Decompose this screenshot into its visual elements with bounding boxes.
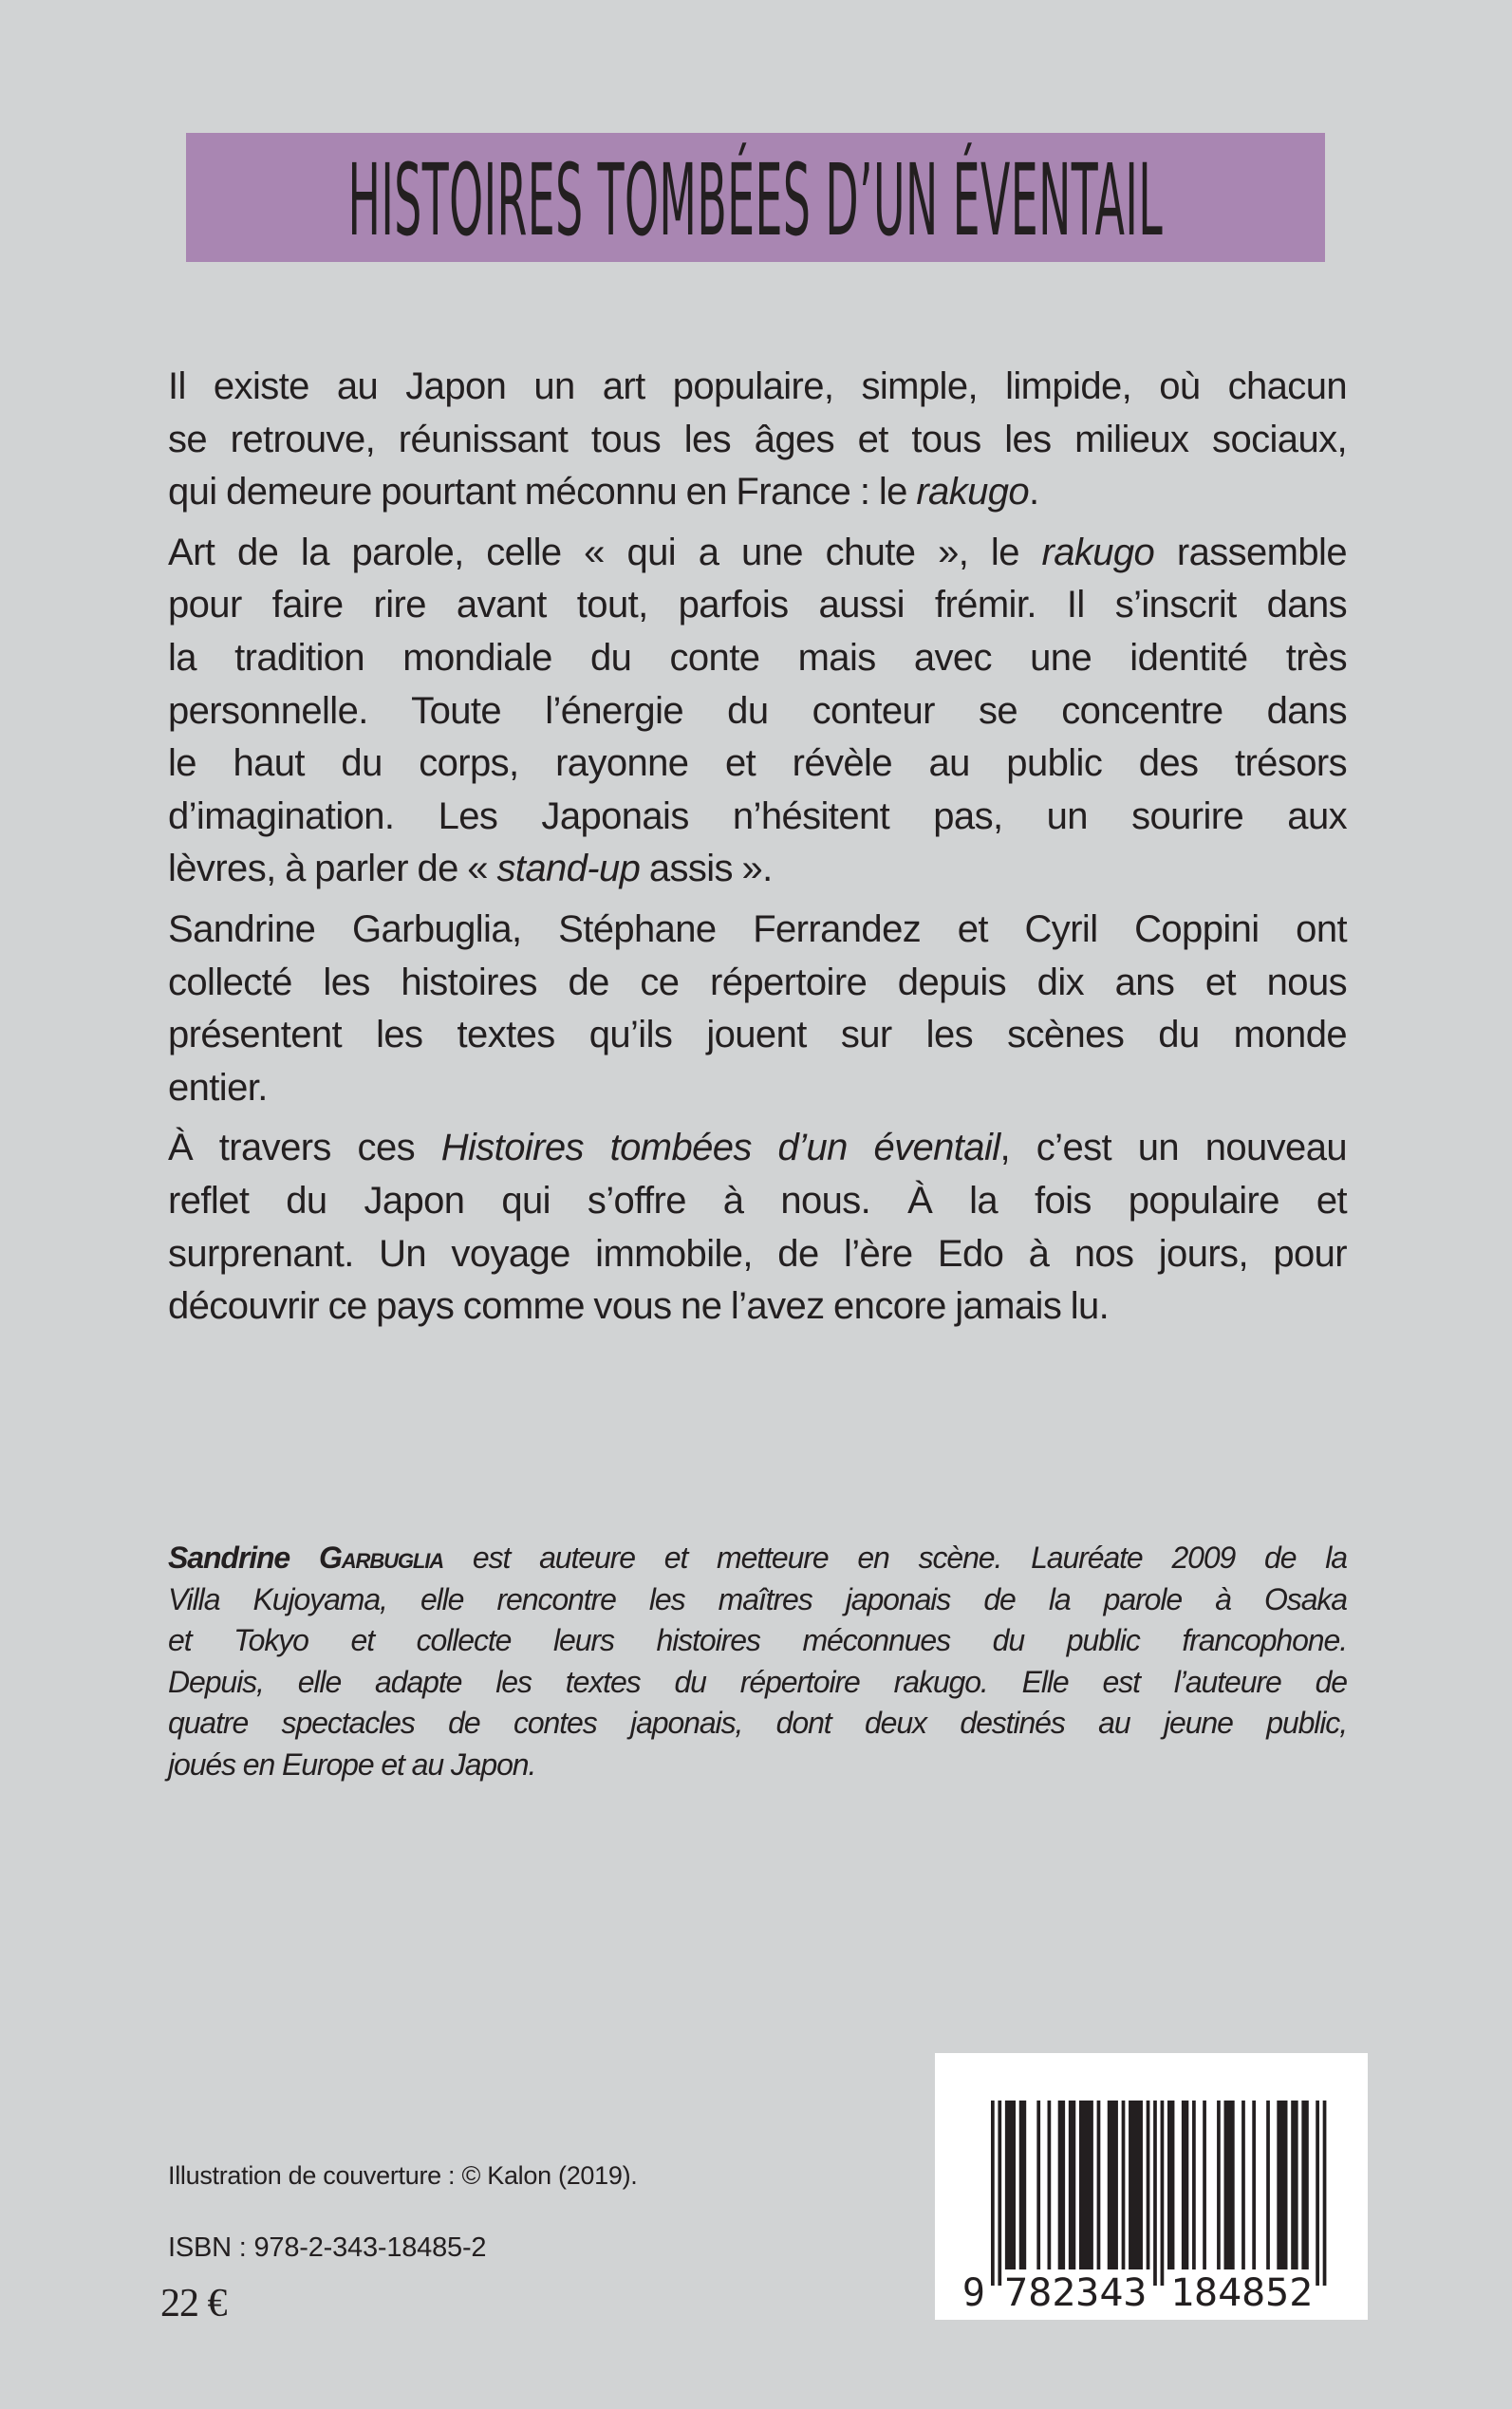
text-segment: se retrouve, réunissant tous les âges et tous les milieux sociaux, — [168, 418, 1347, 460]
italic-text: rakugo — [916, 471, 1030, 514]
text-segment: présentent les textes qu’ils jouent sur les scènes du monde — [168, 1014, 1347, 1056]
text-segment: pour faire rire avant tout, parfois aussi frémir. Il s’inscrit dans — [168, 584, 1347, 626]
barcode-guard-bar — [1316, 2101, 1319, 2286]
blurb-paragraph — [168, 904, 1347, 1114]
italic-text: stand-up — [496, 848, 641, 890]
blurb-line — [168, 685, 1347, 738]
author-bio-line: et Tokyo et collecte leurs histoires méconnues du public francophone. — [168, 1623, 1347, 1658]
barcode-bar — [1241, 2101, 1245, 2269]
blurb-line — [168, 957, 1347, 1010]
text-segment: Sandrine Garbuglia, Stéphane Ferrandez et Cyril Coppini ont — [168, 907, 1347, 950]
barcode-bar — [1167, 2101, 1174, 2269]
barcode-bar — [1058, 2101, 1065, 2269]
blurb-line — [168, 632, 1347, 685]
barcode-bar — [1203, 2101, 1206, 2269]
barcode-bar — [1108, 2101, 1118, 2269]
blurb-line — [168, 738, 1347, 791]
barcode-guard-bar — [1153, 2101, 1157, 2286]
barcode-guard-bar — [991, 2101, 995, 2286]
author-bio-line: Depuis, elle adapte les textes du répertoire rakugo. Elle est l’auteure de — [168, 1664, 1347, 1699]
text-segment: lèvres, à parler de « — [168, 848, 497, 890]
text-segment: personnelle. Toute l’énergie du conteur se concentre dans — [168, 689, 1347, 732]
blurb-line — [168, 791, 1347, 844]
text-segment: reflet du Japon qui s’offre à nous. À la fois populaire et — [168, 1179, 1347, 1222]
blurb-line — [168, 1009, 1347, 1062]
blurb-line — [168, 1122, 1347, 1175]
barcode-bar — [1129, 2101, 1143, 2269]
text-segment: d’imagination. Les Japonais n’hésitent pas, un sourire aux — [168, 794, 1347, 837]
barcode-bar — [1019, 2101, 1026, 2269]
blurb-line — [168, 1280, 1347, 1334]
isbn: ISBN : 978-2-343-18485-2 — [168, 2232, 487, 2263]
barcode-bar — [1122, 2101, 1126, 2269]
blurb-line — [168, 1062, 1347, 1115]
barcode-guard-bar — [998, 2101, 1001, 2286]
barcode-bar — [1048, 2101, 1052, 2269]
author-last-name: Garbuglia — [318, 1541, 444, 1575]
blurb-line — [168, 361, 1347, 414]
author-bio-text: est auteure et metteure en scène. Lauréate 2009 de la — [443, 1541, 1347, 1575]
text-segment: Il existe au Japon un art populaire, simple, limpide, où chacun — [168, 365, 1347, 407]
text-segment: la tradition mondiale du conte mais avec une identité très — [168, 636, 1347, 679]
barcode-bar — [1277, 2101, 1287, 2269]
barcode-bar — [1069, 2101, 1075, 2269]
author-bio-line: Villa Kujoyama, elle rencontre les maîtres japonais de la parole à Osaka — [168, 1581, 1347, 1616]
barcode-bar — [1036, 2101, 1040, 2269]
blurb-line — [168, 527, 1347, 580]
blurb-line — [168, 579, 1347, 632]
blurb-paragraph — [168, 527, 1347, 896]
barcode-bar — [1182, 2101, 1188, 2269]
text-segment: collecté les histoires de ce répertoire depuis dix ans et nous — [168, 961, 1347, 1003]
barcode-bar — [1079, 2101, 1093, 2269]
blurb-paragraph — [168, 1122, 1347, 1333]
price: 22 € — [160, 2282, 227, 2325]
barcode-bar — [1266, 2101, 1270, 2269]
barcode-bar — [1301, 2101, 1308, 2269]
barcode-bar — [1147, 2101, 1150, 2269]
barcode-bar — [1217, 2101, 1221, 2269]
author-bio-line — [168, 1538, 1347, 1579]
author-bio — [168, 1538, 1347, 1786]
text-segment: À travers ces — [168, 1127, 441, 1169]
author-first-name: Sandrine — [168, 1541, 319, 1575]
text-segment: , c’est un nouveau — [999, 1127, 1347, 1169]
blurb-line — [168, 414, 1347, 467]
barcode — [935, 2053, 1368, 2320]
text-segment: assis ». — [640, 848, 773, 890]
barcode-bar — [1192, 2101, 1196, 2269]
barcode-bar — [1252, 2101, 1256, 2269]
blurb-line — [168, 466, 1347, 519]
blurb-line — [168, 1228, 1347, 1281]
barcode-bar — [1005, 2101, 1016, 2269]
italic-text: Histoires tombées d’un éventail — [440, 1127, 1000, 1169]
blurb-paragraph — [168, 361, 1347, 519]
barcode-guard-bar — [1161, 2101, 1165, 2286]
barcode-digits: 184852 — [1170, 2271, 1314, 2315]
blurb-line — [168, 904, 1347, 957]
blurb-line — [168, 1175, 1347, 1228]
illustration-credit: Illustration de couverture : © Kalon (2019). — [168, 2161, 638, 2190]
text-segment: qui demeure pourtant méconnu en France : le — [168, 471, 917, 514]
text-segment: . — [1029, 471, 1039, 514]
book-title: HISTOIRES TOMBÉES D’UN ÉVENTAIL — [347, 142, 1164, 258]
barcode-label — [935, 2053, 1368, 2320]
title-band — [186, 133, 1325, 262]
barcode-digits: 782343 — [1004, 2271, 1148, 2315]
text-segment: Art de la parole, celle « qui a une chute », le — [168, 531, 1042, 573]
barcode-bar — [1291, 2101, 1297, 2269]
author-bio-line: quatre spectacles de contes japonais, dont deux destinés au jeune public, — [168, 1706, 1347, 1741]
barcode-bar — [1097, 2101, 1101, 2269]
text-segment: entier. — [168, 1066, 268, 1109]
italic-text: rakugo — [1041, 531, 1155, 573]
barcode-digits: 9 — [961, 2271, 985, 2315]
barcode-bar — [1224, 2101, 1235, 2269]
text-segment: rassemble — [1154, 531, 1347, 573]
barcode-guard-bar — [1323, 2101, 1327, 2286]
back-cover-blurb — [168, 361, 1347, 1341]
text-segment: le haut du corps, rayonne et révèle au public des trésors — [168, 742, 1347, 785]
text-segment: surprenant. Un voyage immobile, de l’ère Edo à nos jours, pour — [168, 1232, 1347, 1275]
text-segment: découvrir ce pays comme vous ne l’avez encore jamais lu. — [168, 1285, 1110, 1328]
author-bio-line: joués en Europe et au Japon. — [168, 1746, 536, 1782]
blurb-line — [168, 843, 1347, 896]
